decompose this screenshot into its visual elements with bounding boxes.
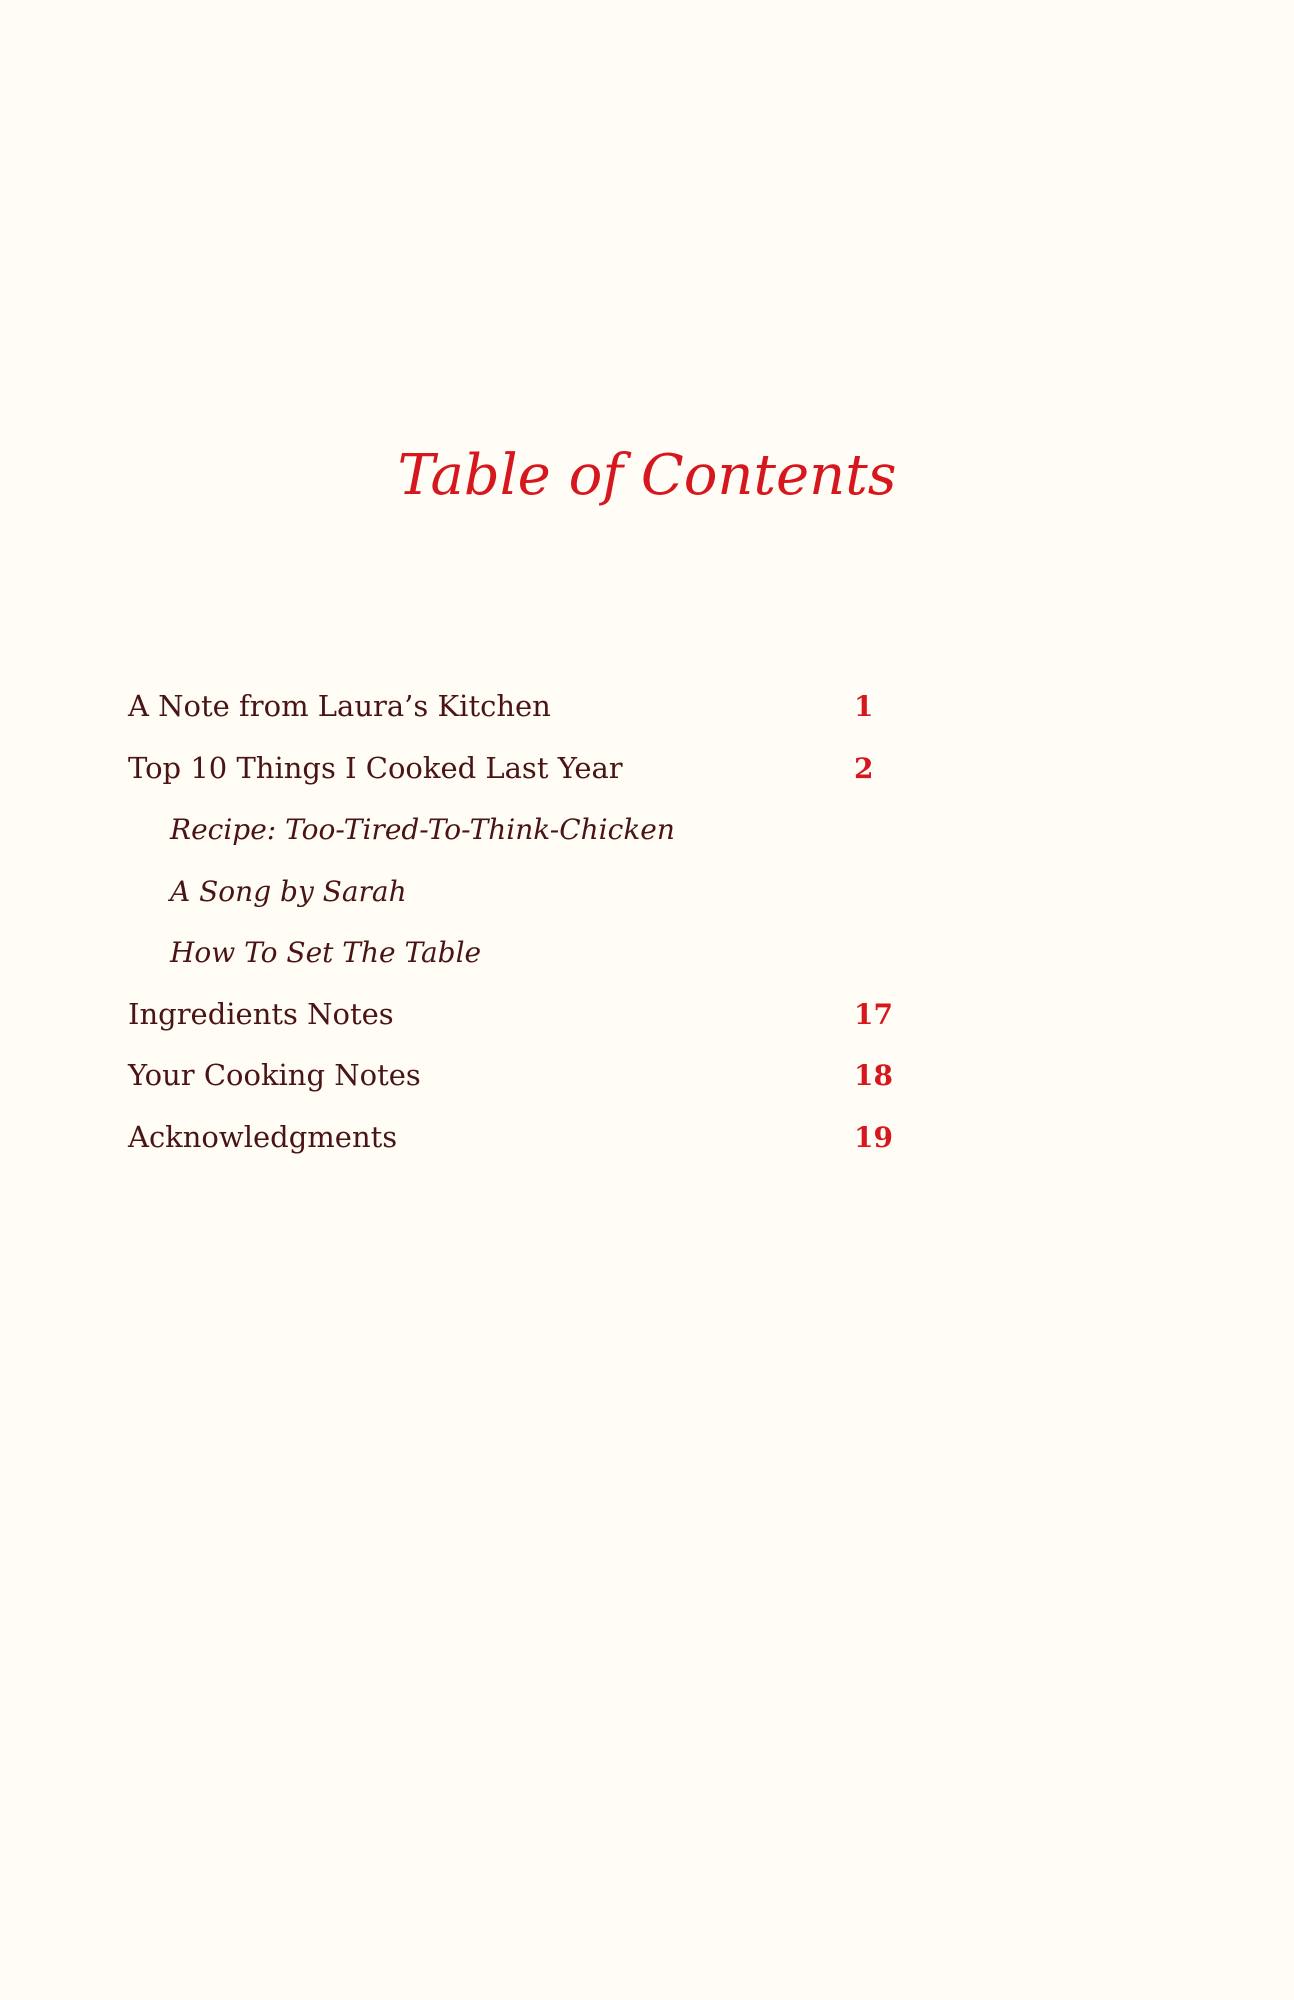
page-title: Table of Contents <box>397 443 897 508</box>
toc-subentry-label: Recipe: Too-Tired-To-Think-Chicken <box>170 813 675 846</box>
toc-subentry-song-by-sarah[interactable] <box>128 861 908 923</box>
toc-entry-page-number: 19 <box>854 1120 893 1154</box>
toc-entry-page-number: 18 <box>854 1059 893 1092</box>
table-of-contents <box>128 676 908 1168</box>
toc-entry-page-number: 2 <box>854 751 874 785</box>
toc-entry-note-from-kitchen[interactable] <box>128 676 908 738</box>
toc-entry-label: A Note from Laura’s Kitchen <box>128 689 551 723</box>
toc-subentry-label: How To Set The Table <box>170 936 482 969</box>
toc-entry-cooking-notes[interactable] <box>128 1045 908 1107</box>
toc-entry-ingredients-notes[interactable] <box>128 984 908 1046</box>
toc-entry-label: Top 10 Things I Cooked Last Year <box>128 750 623 785</box>
toc-entry-acknowledgments[interactable] <box>128 1107 908 1169</box>
toc-subentry-label: A Song by Sarah <box>170 874 407 908</box>
toc-entry-label: Ingredients Notes <box>128 996 394 1031</box>
toc-subentry-set-the-table[interactable] <box>128 922 908 984</box>
toc-subentry-recipe-chicken[interactable] <box>128 799 908 861</box>
toc-entry-page-number: 1 <box>854 690 874 723</box>
toc-entry-page-number: 17 <box>854 997 893 1031</box>
toc-entry-top-10-things[interactable] <box>128 738 908 800</box>
toc-entry-label: Your Cooking Notes <box>128 1058 421 1092</box>
toc-entry-label: Acknowledgments <box>128 1119 398 1154</box>
